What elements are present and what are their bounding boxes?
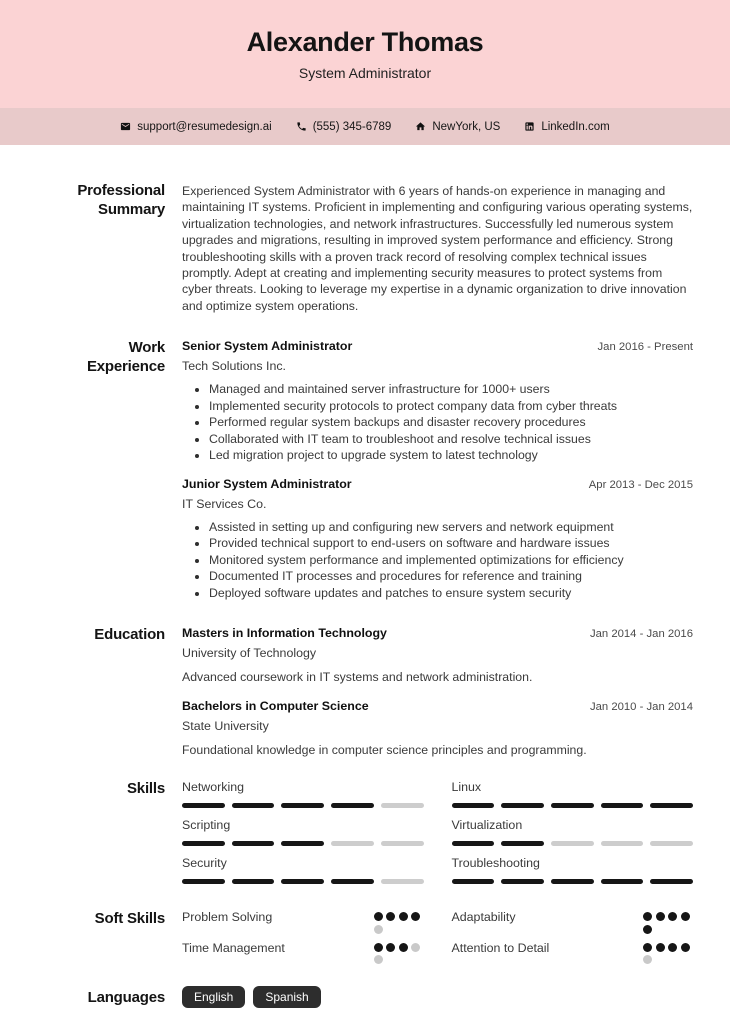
candidate-name: Alexander Thomas	[246, 27, 484, 57]
soft-skill-dots	[374, 940, 424, 965]
skill-bar-segment	[281, 841, 324, 846]
skill-name: Troubleshooting	[451, 856, 540, 871]
job-bullets	[182, 519, 693, 602]
job-bullet: • Assisted in setting up and configuring new servers and network equipment	[209, 519, 693, 536]
degree-description: Advanced coursework in IT systems and network administration.	[182, 670, 533, 685]
soft-skills-column	[182, 909, 424, 970]
degree-dates: Jan 2014 - Jan 2016	[589, 628, 693, 641]
soft-skill-item	[182, 909, 424, 934]
soft-skill-item	[452, 940, 694, 965]
skill-item	[452, 779, 694, 808]
soft-skill-dot	[681, 912, 690, 921]
skill-bar-segment	[232, 803, 275, 808]
skill-bar-segment	[232, 879, 275, 884]
job-bullet: • Managed and maintained server infrastructure for 1000+ users	[209, 381, 693, 398]
contact-text: NewYork, US	[432, 120, 501, 133]
degree-header	[182, 698, 693, 716]
skill-bar-segment	[650, 841, 693, 846]
summary-text: Experienced System Administrator with 6 years of hands-on experience in managing and maintaining IT systems. Proficient in implementing and configuring various operating systems, virtualization technologies, and network infrastructures. Successfully led numerous system upgrades and migrations, resulting in improved system performance and efficiency. Strong troubleshooting skills with a proven track record of resolving complex technical issues promptly. Adept at creating and implementing security measures to protect systems from cyber threats. Looking to leverage my expertise in a dynamic organization to drive innovation and optimize system operations.	[182, 184, 693, 313]
language-pill: Spanish	[253, 986, 320, 1008]
degree-entry	[182, 625, 693, 686]
email-icon	[120, 121, 131, 132]
soft-skill-dot	[386, 943, 395, 952]
contact-item	[415, 121, 500, 133]
contact-text: (555) 345-6789	[312, 120, 392, 133]
skill-bar-segment	[182, 879, 225, 884]
language-pill: English	[182, 986, 245, 1008]
section-professional-summary	[60, 181, 693, 314]
skill-bar-segment	[182, 803, 225, 808]
degree-title: Bachelors in Computer Science	[182, 699, 369, 714]
contact-bar	[0, 108, 730, 145]
soft-skill-dot	[668, 912, 677, 921]
skill-bar-segment	[232, 841, 275, 846]
soft-skill-item	[452, 909, 694, 934]
languages-list	[182, 986, 693, 1008]
soft-skill-name: Problem Solving	[182, 910, 273, 925]
skill-name: Linux	[451, 780, 482, 795]
skill-name: Virtualization	[451, 818, 523, 833]
skill-bar-segment	[331, 803, 374, 808]
skill-bar-segment	[381, 803, 424, 808]
degree-school: University of Technology	[182, 646, 317, 661]
skill-bar-segment	[182, 841, 225, 846]
skill-name: Security	[182, 856, 227, 871]
job-dates: Apr 2013 - Dec 2015	[588, 478, 693, 491]
skill-bar-segment	[281, 879, 324, 884]
soft-skill-dots	[643, 909, 693, 934]
section-label-professional-summary: Professional Summary	[77, 182, 165, 219]
soft-skill-item	[182, 940, 424, 965]
skill-level-bar	[452, 841, 694, 846]
degree-header	[182, 625, 693, 643]
job-bullet: • Collaborated with IT team to troubleshoot and resolve technical issues	[209, 431, 693, 448]
soft-skill-name: Adaptability	[451, 910, 516, 925]
skill-item	[182, 855, 424, 884]
work-experience-list	[182, 338, 693, 601]
skill-bar-segment	[452, 841, 495, 846]
soft-skill-dot	[656, 912, 665, 921]
section-languages	[60, 986, 693, 1008]
skill-level-bar	[452, 879, 694, 884]
job-bullet: • Provided technical support to end-users on software and hardware issues	[209, 535, 693, 552]
job-bullets	[182, 381, 693, 464]
contact-text: LinkedIn.com	[541, 120, 610, 133]
skill-bar-segment	[381, 879, 424, 884]
job-bullet: • Performed regular system backups and disaster recovery procedures	[209, 414, 693, 431]
phone-icon	[296, 121, 307, 132]
skill-bar-segment	[601, 879, 644, 884]
resume-header	[0, 0, 730, 108]
skill-bar-segment	[551, 803, 594, 808]
job-company: Tech Solutions Inc.	[182, 359, 287, 374]
skills-column	[182, 779, 424, 893]
soft-skill-dot	[386, 912, 395, 921]
soft-skill-dots	[374, 909, 424, 934]
job-title: Senior System Administrator	[182, 339, 353, 354]
candidate-job-title: System Administrator	[298, 65, 432, 81]
skill-level-bar	[182, 879, 424, 884]
soft-skill-dot	[681, 943, 690, 952]
skill-bar-segment	[452, 803, 495, 808]
contact-text: support@resumedesign.ai	[137, 120, 272, 133]
soft-skill-dot	[399, 912, 408, 921]
job-bullet: • Implemented security protocols to protect company data from cyber threats	[209, 398, 693, 415]
degree-dates: Jan 2010 - Jan 2014	[589, 701, 693, 714]
resume-body	[0, 145, 730, 1008]
job-title: Junior System Administrator	[182, 476, 352, 491]
skill-bar-segment	[551, 841, 594, 846]
contact-item	[524, 121, 609, 133]
degree-school: State University	[182, 719, 269, 734]
job-header	[182, 476, 693, 494]
soft-skills-column	[452, 909, 694, 970]
contact-item	[296, 121, 392, 133]
skill-level-bar	[182, 803, 424, 808]
skill-level-bar	[182, 841, 424, 846]
section-label-languages: Languages	[87, 988, 165, 1006]
skill-bar-segment	[501, 803, 544, 808]
soft-skill-dot	[411, 912, 420, 921]
soft-skill-dot	[643, 912, 652, 921]
section-soft-skills	[60, 909, 693, 970]
job-bullet: • Documented IT processes and procedures for reference and training	[209, 568, 693, 585]
degree-description: Foundational knowledge in computer science principles and programming.	[182, 743, 587, 758]
degree-title: Masters in Information Technology	[182, 626, 387, 641]
job-header	[182, 338, 693, 356]
skill-name: Scripting	[182, 818, 231, 833]
soft-skill-dot	[374, 925, 383, 934]
job-bullet: • Led migration project to upgrade system to latest technology	[209, 447, 693, 464]
job-entry	[182, 476, 693, 602]
soft-skill-dot	[656, 943, 665, 952]
skill-bar-segment	[331, 879, 374, 884]
skill-bar-segment	[601, 803, 644, 808]
section-label-skills: Skills	[127, 780, 165, 798]
contact-item	[120, 121, 271, 133]
skill-bar-segment	[551, 879, 594, 884]
soft-skill-dots	[643, 940, 693, 965]
skills-list	[182, 779, 693, 893]
skill-bar-segment	[331, 841, 374, 846]
skill-item	[182, 779, 424, 808]
skills-column	[452, 779, 694, 893]
section-work-experience	[60, 338, 693, 601]
soft-skill-dot	[374, 943, 383, 952]
linkedin-icon	[524, 121, 535, 132]
skill-bar-segment	[381, 841, 424, 846]
skill-bar-segment	[650, 879, 693, 884]
soft-skills-list	[182, 909, 693, 970]
job-entry	[182, 338, 693, 464]
skill-item	[182, 817, 424, 846]
job-bullet: • Monitored system performance and implemented optimizations for efficiency	[209, 552, 693, 569]
skill-level-bar	[452, 803, 694, 808]
skill-item	[452, 855, 694, 884]
job-bullet: • Deployed software updates and patches to ensure system security	[209, 585, 693, 602]
skill-bar-segment	[650, 803, 693, 808]
section-education	[60, 625, 693, 759]
soft-skill-dot	[374, 912, 383, 921]
soft-skill-dot	[411, 943, 420, 952]
soft-skill-dot	[399, 943, 408, 952]
home-icon	[415, 121, 426, 132]
skill-bar-segment	[601, 841, 644, 846]
skill-bar-segment	[452, 879, 495, 884]
skill-bar-segment	[281, 803, 324, 808]
section-label-soft-skills: Soft Skills	[94, 910, 165, 928]
soft-skill-dot	[643, 925, 652, 934]
job-dates: Jan 2016 - Present	[597, 341, 693, 354]
soft-skill-dot	[668, 943, 677, 952]
skill-item	[452, 817, 694, 846]
section-label-education: Education	[94, 626, 165, 644]
soft-skill-name: Attention to Detail	[451, 940, 550, 955]
skill-bar-segment	[501, 841, 544, 846]
skill-bar-segment	[501, 879, 544, 884]
soft-skill-dot	[643, 943, 652, 952]
soft-skill-name: Time Management	[182, 940, 285, 955]
education-list	[182, 625, 693, 759]
section-skills	[60, 779, 693, 893]
skill-name: Networking	[182, 780, 244, 795]
degree-entry	[182, 698, 693, 759]
section-label-work-experience: Work Experience	[86, 339, 165, 376]
job-company: IT Services Co.	[182, 496, 267, 511]
soft-skill-dot	[643, 955, 652, 964]
soft-skill-dot	[374, 955, 383, 964]
